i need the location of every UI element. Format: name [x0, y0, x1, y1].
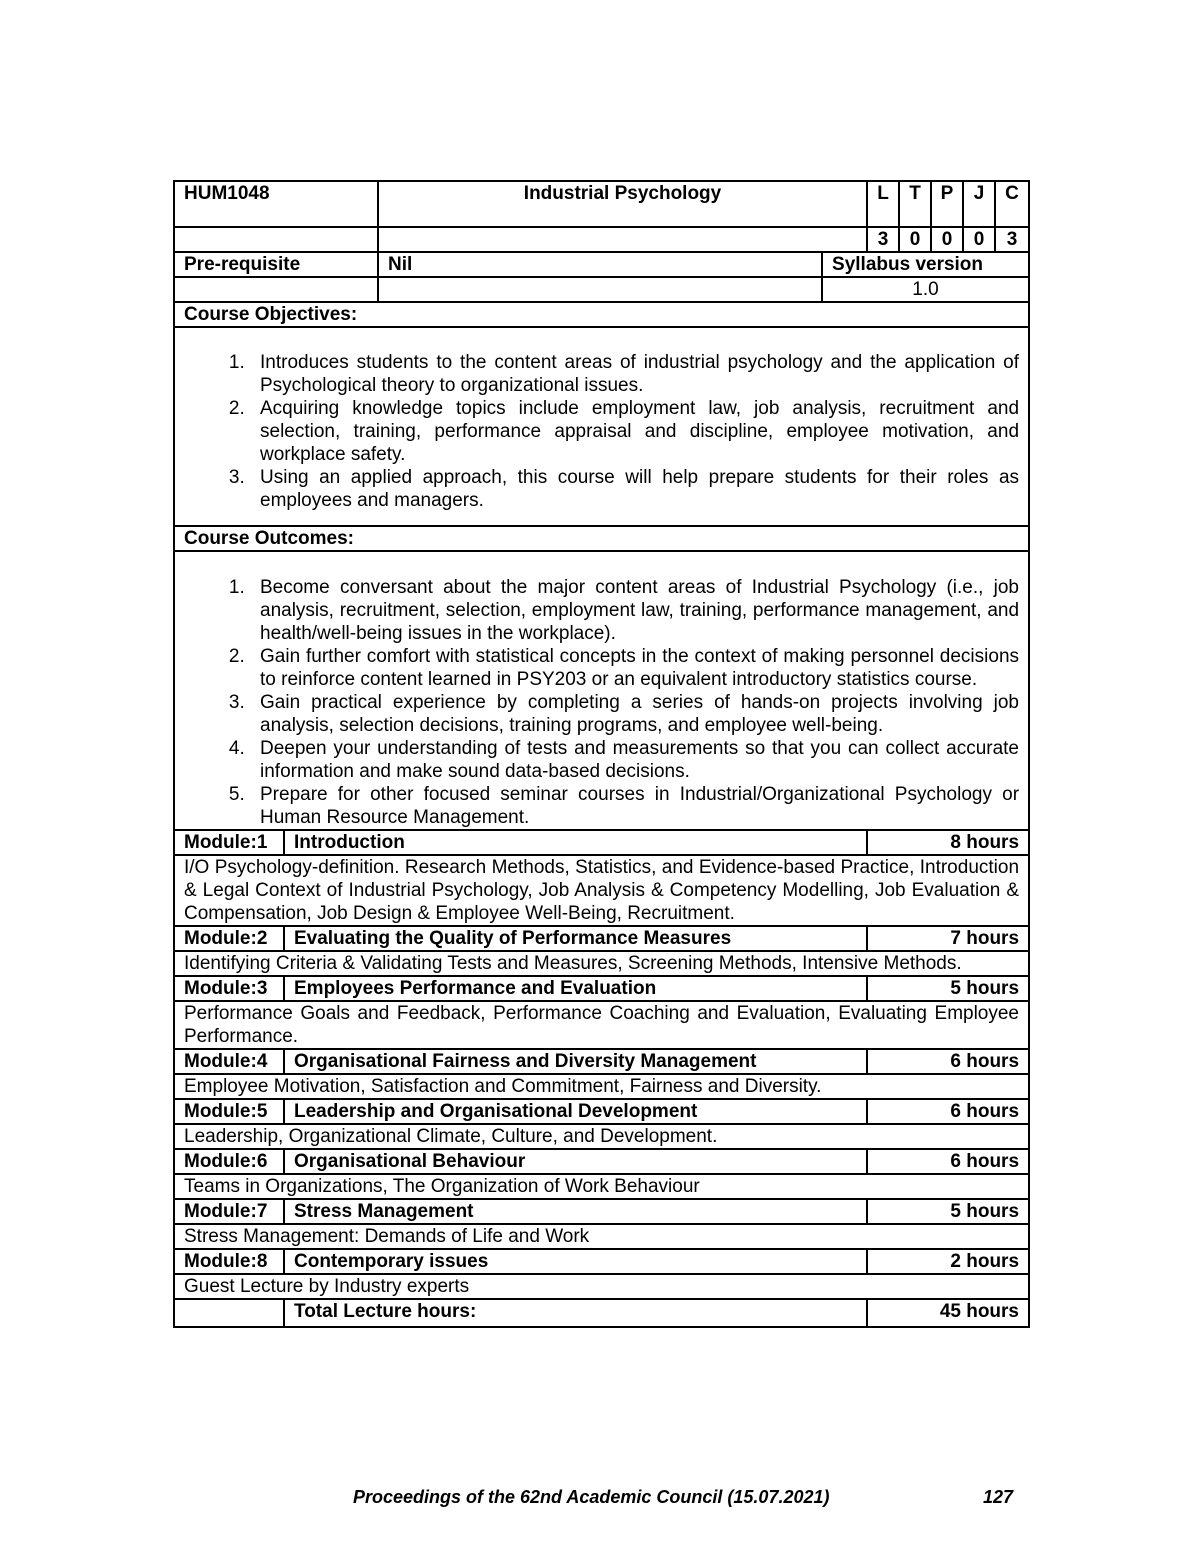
objective-item: 1. Introduces students to the content areas of industrial psychology and the application of Psychological theory to organizational issues. — [250, 351, 1019, 397]
module-content: Guest Lecture by Industry experts — [174, 1274, 1029, 1299]
course-code: HUM1048 — [174, 181, 378, 227]
outcome-item: 2. Gain further comfort with statistical concepts in the context of making personnel decisions to reinforce content learned in PSY203 or an equivalent introductory statistics course. — [250, 645, 1019, 691]
ltpjc-value-p: 0 — [931, 227, 963, 252]
module-content: Employee Motivation, Satisfaction and Commitment, Fairness and Diversity. — [174, 1074, 1029, 1099]
module-content: Leadership, Organizational Climate, Culture, and Development. — [174, 1124, 1029, 1149]
module-title: Introduction — [284, 830, 867, 855]
outcomes-body — [174, 551, 1029, 830]
module-hours: 6 hours — [867, 1099, 1029, 1124]
page-number: 127 — [982, 1487, 1013, 1507]
module-content: Performance Goals and Feedback, Performance Coaching and Evaluation, Evaluating Employee Performance. — [174, 1001, 1029, 1049]
module-header-row — [174, 1199, 1029, 1224]
module-hours: 2 hours — [867, 1249, 1029, 1274]
course-title: Industrial Psychology — [378, 181, 867, 227]
module-hours: 5 hours — [867, 976, 1029, 1001]
prerequisite-row — [174, 252, 1029, 277]
objectives-heading: Course Objectives: — [174, 302, 1029, 327]
ltpjc-value-c: 3 — [995, 227, 1029, 252]
header-row — [174, 181, 1029, 227]
objectives-body-row — [174, 327, 1029, 526]
module-content: Identifying Criteria & Validating Tests and Measures, Screening Methods, Intensive Methods. — [174, 951, 1029, 976]
module-content: I/O Psychology-definition. Research Methods, Statistics, and Evidence-based Practice, Introduction & Legal Context of Industrial Psychology, Job Analysis & Competency Modelling, Job Evaluation & Compensation, Job Design & Employee Well-Being, Recruitment. — [174, 855, 1029, 926]
total-row — [174, 1299, 1029, 1327]
module-title: Evaluating the Quality of Performance Measures — [284, 926, 867, 951]
prerequisite-label: Pre-requisite — [174, 252, 378, 277]
syllabus-version-value: 1.0 — [822, 277, 1029, 302]
total-label: Total Lecture hours: — [284, 1299, 867, 1327]
module-content-row — [174, 1174, 1029, 1199]
module-content: Stress Management: Demands of Life and Work — [174, 1224, 1029, 1249]
ltpjc-label-c: C — [995, 181, 1029, 227]
module-content-row — [174, 1224, 1029, 1249]
outcome-item: 3. Gain practical experience by completing a series of hands-on projects involving job analysis, selection decisions, training programs, and employee well-being. — [250, 691, 1019, 737]
module-header-row — [174, 926, 1029, 951]
objectives-body — [174, 327, 1029, 526]
module-header-row — [174, 976, 1029, 1001]
module-title: Leadership and Organisational Development — [284, 1099, 867, 1124]
empty-cell — [378, 227, 867, 252]
empty-cell — [174, 277, 378, 302]
module-content: Teams in Organizations, The Organization of Work Behaviour — [174, 1174, 1029, 1199]
module-header-row — [174, 1099, 1029, 1124]
module-title: Stress Management — [284, 1199, 867, 1224]
module-content-row — [174, 951, 1029, 976]
ltpjc-label-t: T — [899, 181, 931, 227]
module-header-row — [174, 1249, 1029, 1274]
objectives-list — [184, 351, 1019, 512]
module-title: Employees Performance and Evaluation — [284, 976, 867, 1001]
outcome-item: 4. Deepen your understanding of tests and measurements so that you can collect accurate information and make sound data-based decisions. — [250, 737, 1019, 783]
objective-item: 3. Using an applied approach, this course will help prepare students for their roles as employees and managers. — [250, 466, 1019, 512]
module-label: Module:7 — [174, 1199, 284, 1224]
module-label: Module:2 — [174, 926, 284, 951]
prerequisite-value: Nil — [378, 252, 822, 277]
outcomes-heading: Course Outcomes: — [174, 526, 1029, 551]
objective-item: 2. Acquiring knowledge topics include employment law, job analysis, recruitment and selection, training, performance appraisal and discipline, employee motivation, and workplace safety. — [250, 397, 1019, 466]
outcomes-body-row — [174, 551, 1029, 830]
module-hours: 6 hours — [867, 1149, 1029, 1174]
ltpjc-value-t: 0 — [899, 227, 931, 252]
total-hours: 45 hours — [867, 1299, 1029, 1327]
ltpjc-value-j: 0 — [963, 227, 995, 252]
module-content-row — [174, 855, 1029, 926]
page-footer — [173, 1487, 1013, 1511]
module-hours: 7 hours — [867, 926, 1029, 951]
outcome-item: 5. Prepare for other focused seminar courses in Industrial/Organizational Psychology or Human Resource Management. — [250, 783, 1019, 829]
module-title: Contemporary issues — [284, 1249, 867, 1274]
outcome-item: 1. Become conversant about the major content areas of Industrial Psychology (i.e., job analysis, recruitment, selection, employment law, training, performance management, and health/well-being issues in the workplace). — [250, 576, 1019, 645]
module-label: Module:8 — [174, 1249, 284, 1274]
ltpjc-label-j: J — [963, 181, 995, 227]
empty-cell — [378, 277, 822, 302]
footer-text: Proceedings of the 62nd Academic Council (15.07.2021) — [353, 1487, 830, 1507]
outcomes-heading-row — [174, 526, 1029, 551]
ltpjc-value-l: 3 — [867, 227, 899, 252]
module-hours: 5 hours — [867, 1199, 1029, 1224]
empty-cell — [174, 1299, 284, 1327]
objectives-heading-row — [174, 302, 1029, 327]
module-label: Module:1 — [174, 830, 284, 855]
module-header-row — [174, 1149, 1029, 1174]
module-label: Module:6 — [174, 1149, 284, 1174]
syllabus-version-label: Syllabus version — [822, 252, 1029, 277]
syllabus-version-row — [174, 277, 1029, 302]
module-label: Module:5 — [174, 1099, 284, 1124]
empty-cell — [174, 227, 378, 252]
ltpjc-values-row — [174, 227, 1029, 252]
module-label: Module:3 — [174, 976, 284, 1001]
ltpjc-label-l: L — [867, 181, 899, 227]
module-hours: 8 hours — [867, 830, 1029, 855]
module-header-row — [174, 1049, 1029, 1074]
module-header-row — [174, 830, 1029, 855]
ltpjc-label-p: P — [931, 181, 963, 227]
module-content-row — [174, 1001, 1029, 1049]
module-content-row — [174, 1124, 1029, 1149]
module-hours: 6 hours — [867, 1049, 1029, 1074]
outcomes-list — [184, 576, 1019, 829]
module-content-row — [174, 1074, 1029, 1099]
module-title: Organisational Behaviour — [284, 1149, 867, 1174]
module-content-row — [174, 1274, 1029, 1299]
module-label: Module:4 — [174, 1049, 284, 1074]
syllabus-table — [173, 180, 1030, 1328]
module-title: Organisational Fairness and Diversity Management — [284, 1049, 867, 1074]
